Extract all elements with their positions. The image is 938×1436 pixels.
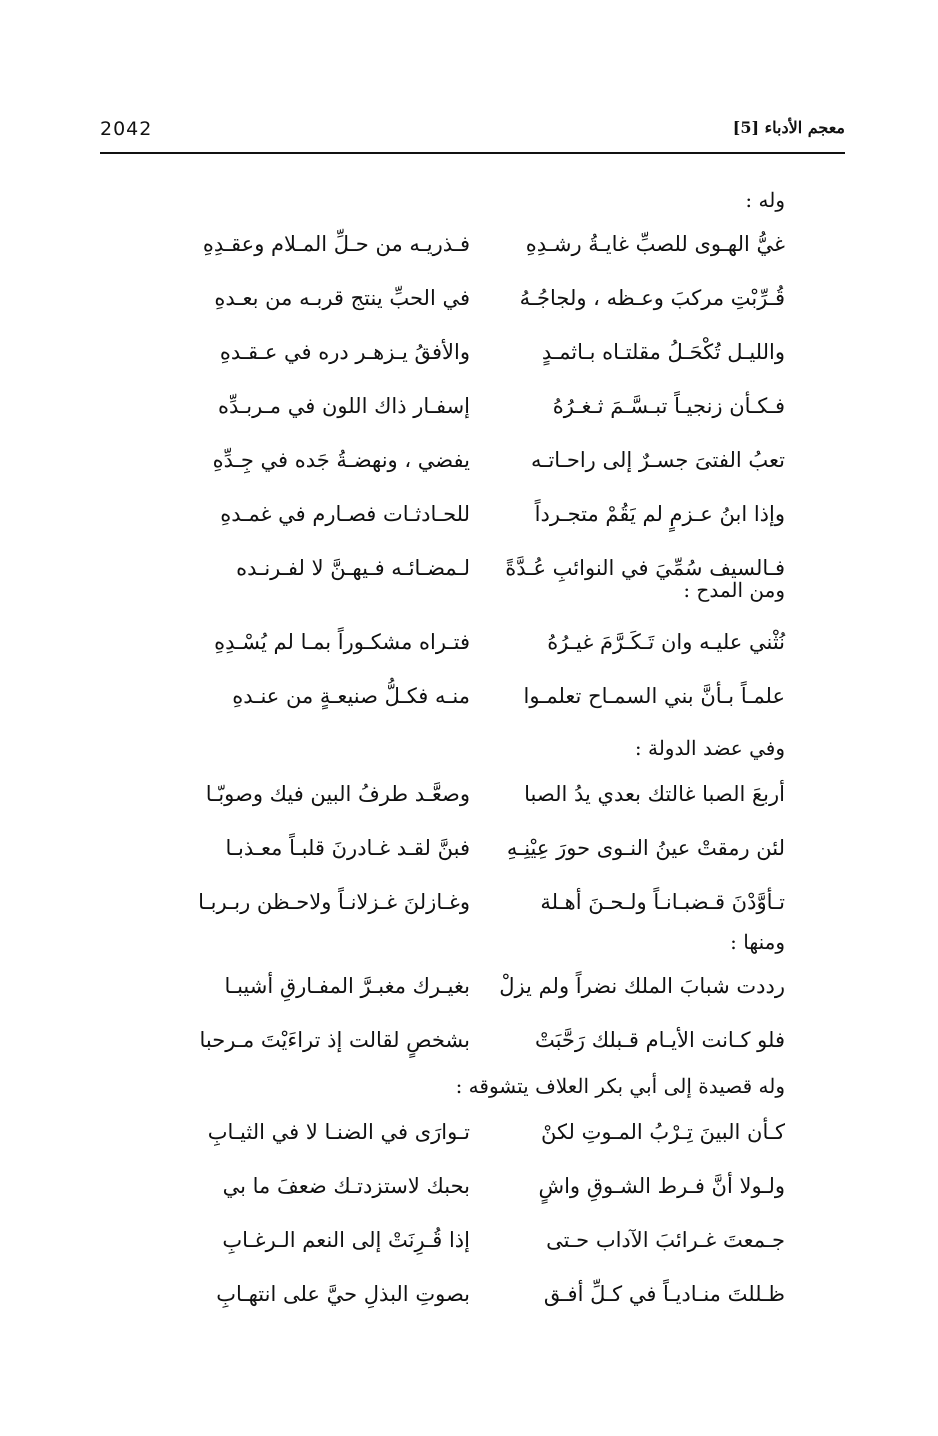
- verse-line: [100, 836, 785, 876]
- verse-line: [100, 890, 785, 930]
- first-hemistich: فـالسيف سُمِّيَ في النوائبِ عُـدَّةً: [505, 556, 785, 580]
- second-hemistich: والأفقُ يـزهـر دره في عـقـدهِ: [219, 340, 470, 364]
- second-hemistich: بحبك لاستزدتـك ضعفَ ما بي: [222, 1174, 470, 1198]
- section-heading: ومن المدح :: [683, 578, 785, 602]
- verse-line: [100, 1228, 785, 1268]
- second-hemistich: منـه فكـلُّ صنيعـةٍ من عنـدهِ: [232, 684, 470, 708]
- verse-line: [100, 502, 785, 542]
- verse-line: [100, 394, 785, 434]
- verse-line: [100, 1028, 785, 1068]
- verse-line: [100, 286, 785, 326]
- verse-line: [100, 684, 785, 724]
- first-hemistich: أربعَ الصبا غالتك بعدي يدُ الصبا: [524, 782, 785, 806]
- verse-line: [100, 1282, 785, 1322]
- second-hemistich: تـوارَى في الضنـا لا في الثيـابِ: [207, 1120, 470, 1144]
- second-hemistich: للحـادثـات فصـارم في غمـدهِ: [220, 502, 470, 526]
- second-hemistich: يفضي ، ونهضـةُ جَده في جِـدِّهِ: [212, 448, 470, 472]
- verse-line: [100, 630, 785, 670]
- first-hemistich: رددت شبابَ الملك نضراً ولم يزلْ: [499, 974, 785, 998]
- first-hemistich: قُـرِّبْتِ مركبَ وعـظه ، ولجاجُـهُ: [519, 286, 785, 310]
- verse-line: [100, 782, 785, 822]
- verse-line: [100, 974, 785, 1014]
- first-hemistich: فلو كـانت الأيـام قـبلك رَحَّبَتْ: [534, 1028, 785, 1052]
- second-hemistich: بشخصٍ لقالت إذ تراءَيْتَ مـرحبا: [199, 1028, 470, 1052]
- running-title: معجم الأدباء [5]: [732, 118, 845, 137]
- first-hemistich: كـأن البينَ تِـرْبُ المـوتِ لكنْ: [540, 1120, 785, 1144]
- section-heading: وله :: [745, 188, 785, 212]
- section-heading: وله قصيدة إلى أبي بكر العلاف يتشوقه :: [455, 1074, 785, 1098]
- section-heading: ومنها :: [730, 930, 785, 954]
- second-hemistich: فبنَّ لقـد غـادرنَ قلبـاً معـذبـا: [225, 836, 470, 860]
- second-hemistich: بصوتِ البذلِ حيَّ على انتهـابِ: [216, 1282, 470, 1306]
- page-header: [100, 118, 845, 154]
- verse-line: [100, 1120, 785, 1160]
- second-hemistich: لـمضـائـه فـيهـنَّ لا لفـرنـده: [236, 556, 470, 580]
- verse-line: [100, 232, 785, 272]
- first-hemistich: غيُّ الهـوى للصبِّ غايـةُ رشـدِهِ: [525, 232, 785, 256]
- second-hemistich: وصعَّـد طرفُ البين فيك وصوبّـا: [205, 782, 470, 806]
- first-hemistich: تعبُ الفتىَ جسـرٌ إلى راحـاتـه: [531, 448, 785, 472]
- page-number: 2042: [100, 118, 153, 140]
- verse-line: [100, 556, 785, 596]
- first-hemistich: تـأوَّدْنَ قـضبـانـاً ولـحـنَ أهـلة: [540, 890, 785, 914]
- first-hemistich: لئن رمقتْ عينُ النـوى حورَ عِيْنِـهِ: [506, 836, 785, 860]
- first-hemistich: والليـل تُكْحَـلُ مقلتـاه بـاثمـدٍ: [541, 340, 785, 364]
- verse-line: [100, 340, 785, 380]
- second-hemistich: بغيـرك مغبـرَّ المفـارقِ أشيبـا: [224, 974, 470, 998]
- second-hemistich: إسفـار ذاك اللون في مـربـدِّه: [218, 394, 470, 418]
- first-hemistich: ظـللتَ منـاديـاً في كـلِّ أفـق: [543, 1282, 785, 1306]
- verse-line: [100, 448, 785, 488]
- second-hemistich: إذا قُـرِنَتْ إلى النعم الـرغـابِ: [222, 1228, 470, 1252]
- first-hemistich: نُثْني عليـه وان تَـكَـرَّمَ غيـرُهُ: [547, 630, 785, 654]
- second-hemistich: فـذريـه من حـلِّ المـلام وعقـدِهِ: [202, 232, 470, 256]
- first-hemistich: علمـاً بـأنَّ بني السمـاح تعلمـوا: [523, 684, 785, 708]
- first-hemistich: فـكـأن زنجيـاً تبـسَّـمَ ثـغـرُهُ: [552, 394, 785, 418]
- second-hemistich: فتـراه مشكـوراً بمـا لم يُسْـدِهِ: [214, 630, 470, 654]
- first-hemistich: جـمعتَ غـرائبَ الآداب حـتى: [546, 1228, 785, 1252]
- first-hemistich: ولـولا أنَّ فـرط الشـوقِ واشٍ: [538, 1174, 785, 1198]
- second-hemistich: وغـازلنَ غـزلانـاً ولاحـظن ربـربـا: [198, 890, 470, 914]
- verse-line: [100, 1174, 785, 1214]
- section-heading: وفي عضد الدولة :: [634, 736, 785, 760]
- second-hemistich: في الحبِّ ينتج قربـه من بعـدهِ: [214, 286, 470, 310]
- first-hemistich: وإذا ابنُ عـزمٍ لم يَقُمْ متجـرداً: [534, 502, 785, 526]
